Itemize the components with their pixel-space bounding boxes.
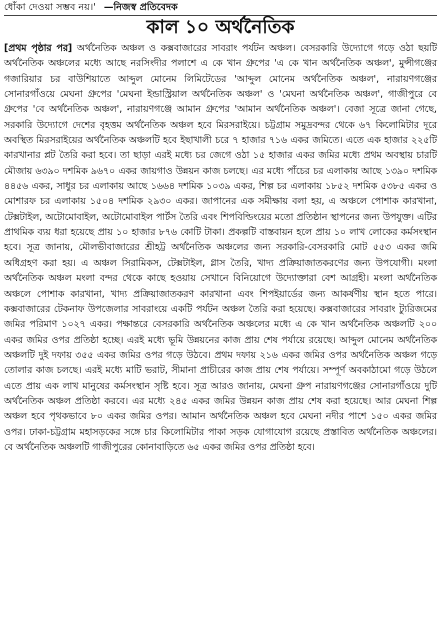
headline: কাল ১০ অর্থনৈতিক <box>146 17 295 38</box>
previous-article-snippet: ধোঁকা দেওয়া সম্ভব নয়।' <box>4 1 96 13</box>
continuation-tag: [প্রথম পৃষ্ঠার পর] <box>4 43 73 54</box>
article-text: অর্থনৈতিক অঞ্চল ও কক্সবাজারের সাবরাং পর্যটন অঞ্চল। বেসরকারি উদ্যোগে গড়ে ওঠা ছয়টি অর্থনৈতিক অঞ্চলের মধ্যে আছে নরসিংদীর পলাশে এ কে খান গ্রুপের 'এ কে খান অর্থনৈতিক অঞ্চল', মুন্সীগঞ্জের গজারিয়ার চর বাউশিয়াতে আব্দুল মোনেম লিমিটেডের 'আব্দুল মোনেম অর্থনৈতিক অঞ্চল', নারায়ণগঞ্জের সোনারগাঁওয়ে মেঘনা গ্রুপের 'মেঘনা ইন্ডাস্ট্রিয়াল অর্থনৈতিক অঞ্চল' ও 'মেঘনা অর্থনৈতিক অঞ্চল', গাজীপুরে বে গ্রুপের 'বে অর্থনৈতিক অঞ্চল', নারায়ণগঞ্জে আমান গ্রুপের 'আমান অর্থনৈতিক অঞ্চল'। বেজা সূত্রে জানা গেছে, সরকারি উদ্যোগে দেশের বৃহত্তম অর্থনৈতিক অঞ্চল হবে মিরসরাইয়ে। চট্টগ্রাম সমুদ্রবন্দর থেকে ৬৭ কিলোমিটার দূরে অবস্থিত মিরসরাইয়ের অর্থনৈতিক অঞ্চলটি হবে ইছাখালী চরে ৭ হাজার ৭১৬ একর জমিতে। এতে এক হাজার ২২৫টি কারখানার প্লট তৈরি করা হবে। তা ছাড়া এরই মধ্যে চর জেগে ওঠা ১৫ হাজার একর জমির মধ্যে প্রথম অবস্থায় চারটি মৌজায় ৬৩৯০ দশমিক ৯৬৭০ একর জায়গাও উন্নয়ন কাজ চলছে। এর মধ্যে পাঁচের চর এলাকায় আছে ১৩৯০ দশমিক ৪৪৫৬ একর, সাধুর চর এলাকায় আছে ১৬৬৪ দশমিক ১০৩৯ একর, শিল্প চর এলাকায় ১৮৫২ দশমিক ৫৩৮৫ একর ও মোশারফ চর এলাকায় ১৫০৪ দশমিক ২৯৩০ একর। জাপানের এক সমীক্ষায় বলা হয়, এ অঞ্চলে পোশাক কারখানা, টেক্সটাইল, অটোমোবাইল, অটোমোবাইল পার্টস তৈরি এবং শিপবিল্ডিংয়ের মতো প্রতিষ্ঠান স্থাপনের জন্য উপযুক্ত। এটির প্রাথমিক ব্যয় ধরা হয়েছে প্রায় ১০ হাজার ৮৭৬ কোটি টাকা। প্রকল্পটি বাস্তবায়ন হলে প্রায় ১০ লাখ লোকের কর্মসংস্থান হবে। সূত্র জানায়, মৌলভীবাজারের শ্রীহট্ট অর্থনৈতিক অঞ্চলের জন্য সরকারি-বেসরকারি মোট ৫৫৩ একর জমি অধিগ্রহণ করা হয়। এ অঞ্চল সিরামিকস, টেক্সটাইল, গ্লাস তৈরি, খাদ্য প্রক্রিয়াজাতকরণের জন্য উপযোগী। মংলা অর্থনৈতিক অঞ্চল মংলা বন্দর থেকে কাছে হওয়ায় সেখানে বিনিয়োগে উদ্যোক্তারা বেশ আগ্রহী। মংলা অর্থনৈতিক অঞ্চলে পোশাক কারখানা, খাদ্য প্রক্রিয়াজাতকরণ কারখানা এবং শিপইয়ার্ডের জন্য আকর্ষণীয় স্থান হতে পারে। কক্সবাজারের টেকনাফ উপজেলার সাবরাংয়ে একটি পর্যটন অঞ্চল তৈরি করা হয়েছে। কক্সবাজারের সাবরাং ট্যুরিজমের জমির পরিমাণ ১০২৭ একর। পক্ষান্তরে বেসরকারি অর্থনৈতিক অঞ্চলের মধ্যে এ কে খান অর্থনৈতিক অঞ্চলটি ২০০ একর জমির ওপর প্রতিষ্ঠা হচ্ছে। এরই মধ্যে ভূমি উন্নয়নের কাজ প্রায় শেষ পর্যায়ে রয়েছে। আব্দুল মোনেম অর্থনৈতিক অঞ্চলটি দুই দফায় ৩৫৫ একর জমির ওপর গড়ে উঠবে। প্রথম দফায় ২১৬ একর জমির ওপর অর্থনৈতিক অঞ্চল গড়ে তোলার কাজ চলছে। এরই মধ্যে মাটি ভরাট, সীমানা প্রাচীরের কাজ প্রায় শেষ পর্যায়ে। সম্পূর্ণ অবকাঠামো গড়ে উঠলে এতে প্রায় এক লাখ মানুষের কর্মসংস্থান সৃষ্টি হবে। সূত্র আরও জানায়, মেঘনা গ্রুপ নারায়ণগঞ্জের সোনারগাঁওয়ে দুটি অর্থনৈতিক অঞ্চল প্রতিষ্ঠা করবে। এর মধ্যে ২৪৫ একর জমির উন্নয়ন কাজ প্রায় শেষ করা হয়েছে। আর মেঘনা শিল্প অঞ্চল হবে পৃথকভাবে ৮০ একর জমির ওপর। আমান অর্থনৈতিক অঞ্চল হবে মেঘনা নদীর পাশে ১৫০ একর জমির ওপর। ঢাকা-চট্টগ্রাম মহাসড়কের সঙ্গে চার কিলোমিটার পাকা সড়ক যোগাযোগ রয়েছে প্রস্তাবিত অর্থনৈতিক অঞ্চলের। বে অর্থনৈতিক অঞ্চলটি গাজীপুরের কোনাবাড়িতে ৬৫ একর জমির ওপর প্রতিষ্ঠা হবে। <box>4 43 437 453</box>
previous-article-tail <box>4 0 437 16</box>
byline: —নিজস্ব প্রতিবেদক <box>103 1 178 13</box>
article-body <box>4 41 437 455</box>
